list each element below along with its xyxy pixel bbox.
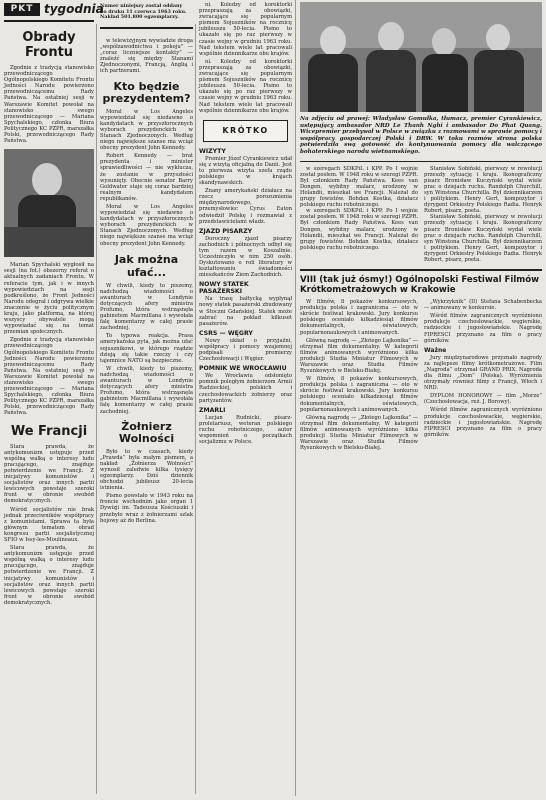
column-2 xyxy=(100,0,193,34)
kto-text-3: Moral w Los Angeles wypowiedział się niedawno o kandydatach w przyszłorocznych wyborach prezydenckich w Stanach Zjednoczonych. Według niego największe szanse ma wciąż obecny prezydent John Kennedy. xyxy=(100,203,193,247)
masthead xyxy=(4,0,104,20)
znany-text: Znany amerykański działacz na rzecz porozumienia międzynarodowego, przemysłowiec Cyrus Eaton odwiedził Polskę i rozmawiał z przedstawicielami władz. xyxy=(199,188,292,225)
obituary-col-a: w szeregach SDKPiL i KPP. Po I wojnie został posłem. W 1948 roku w szeregi PZPR. Był członkiem Rady Państwa. Kees van Dongen, wybitny malarz, urodzony w Holandii, mieszkał we Francji. Należał do grupy fowistów. Bohdan Kostka, działacz polskiego ruchu robotniczego. w szeregach SDKPiL i KPP. Po I wojnie został posłem. W 1948 roku w szeregi PZPR. Był członkiem Rady Państwa. Kees van Dongen, wybitny malarz, urodzony w Holandii, mieszkał we Francji. Należał do grupy fowistów. Bohdan Kostka, działacz polskiego ruchu robotniczego. xyxy=(300,165,418,251)
pomnik-text: We Wrocławiu odsłonięto pomnik poległym żołnierzom Armii Radzieckiej, polskich i czechosłowackich żołnierzy oraz partyzantów. xyxy=(199,373,292,404)
festiwal-right-text-1: „Wykrzyknik” (II) Stefana Schabenbecka — animowany w konkursie. xyxy=(424,299,542,312)
jak-heading: Jak można ufać... xyxy=(114,252,179,279)
kto-heading: Kto będzie prezydentem? xyxy=(102,79,191,105)
jak-text-1: W chwili, kiedy to piszemy, nadchodzą wiadomości o awanturach w Londynie dotyczących afery ministra Profumo, która wstrząsnęła gabinetem Macmillana i wywołała falę komentarzy w całej prasie zachodniej. xyxy=(100,282,193,332)
festiwal-columns xyxy=(300,299,542,451)
spychalski-photo xyxy=(4,149,94,257)
festiwal-heading: VIII (tak już ósmy!) Ogólnopolski Festiwal Filmów Krótkometrażowych w Krakowie xyxy=(300,275,540,296)
caption-rule xyxy=(300,161,542,162)
francja-text-3: Stara prawda, że antykomunizm ustępuje przed wspólną walką o interesy ludu pracującego, znajduje potwierdzenie we Francji. Z inicjatywy komunistów i socjalistów oraz innych partii lewicowych powstaje szeroki front w obronie swobód demokratycznych. xyxy=(4,545,94,606)
obrady-text-3: Zgodnie z tradycją stanowisko przewodniczącego Ogólnopolskiego Komitetu Frontu Jedności Narodu powierzono przewodniczącemu Rady Państwa. Na ostatniej sesji w Warszawie Komitet powołał na stanowisko swego przewodniczącego — Mariana Spychalskiego, członka Biura Politycznego KC PZPR, marszałka Polski, przewodniczącego Rady Państwa. xyxy=(4,337,94,417)
jak-text-2: To typowa reakcja. Prasa amerykańska pyta, jak można ufać sojusznikowi, w którego rządzie dzieją się takie rzeczy i czy tajemnice NATO są bezpieczne. xyxy=(100,333,193,364)
francja-text-1: Stara prawda, że antykomunizm ustępuje przed wspólną walką o interesy ludu pracującego, znajduje potwierdzenie we Francji. Z inicjatywy komunistów i socjalistów oraz innych partii lewicowych powstaje szeroki front w obronie swobód demokratycznych. xyxy=(4,443,94,505)
zmarli-heading: ZMARLI xyxy=(199,406,226,414)
wizyty-heading: WIZYTY xyxy=(199,147,226,155)
wizyty-text: Premier Józef Cyrankiewicz udał się z wizytą oficjalną do Danii. Jest to pierwsza wizyta szefa rządu polskiego w krajach skandynawskich. xyxy=(199,155,292,187)
column-rule-2 xyxy=(195,24,196,794)
masthead-title: tygodnia xyxy=(44,2,104,16)
leaders-photo xyxy=(300,2,542,112)
festiwal-right-text-4: DYPLOM HONOROWY — film „Morze” (Czechosłowacja, reż. J. Borowy). xyxy=(424,393,542,406)
festiwal-text-4: Główną nagrodę — „Złotego Lajkonika” — otrzymał film dokumentalny. W kategorii filmów animowanych wyróżniono kilka produkcji Studia Miniatur Filmowych w Warszawie oraz Studia Filmów Rysunkowych w Bielsku-Białej. xyxy=(300,414,418,452)
nowy-statek-heading: NOWY STATEK PASAŻERSKI xyxy=(199,281,249,296)
kto-text-2: Robert Kennedy — brat prezydenta i minister sprawiedliwości — nie wyklucza, że zostanie w przyszłości wysunięty. Obecnie senator Barry Goldwater staje się coraz bardziej realnym kandydatem republikanów. xyxy=(100,153,193,202)
masthead-logo: PKT xyxy=(4,3,40,16)
zjazd-heading: ZJAZD PISARZY xyxy=(199,227,253,235)
festiwal-text-1: W filmów, 8 pokazów konkursowych, produkcja polska i zagraniczna — oto w skrócie festiwal krakowski. Jury konkursu polskiego oceniało kilkadziesiąt filmów dokumentalnych, oświatowych, popularnonaukowych i animowanych. xyxy=(300,299,418,336)
obrady-text-2: Marian Spychalski wygłosił na sesji (na fot.) obszerny referat o aktualnych zadaniach Frontu. W referacie tym, jak i w innych wypowiedziach na sesji podkreślono, że Front Jedności Narodu odegrał i odgrywa wielkie znaczenie w życiu politycznym kraju, jako platforma, na której wszyscy obywatele mogą wypowiadać się na temat przemian społecznych. xyxy=(4,262,94,336)
issue-rule xyxy=(100,27,193,29)
zolnierz-text-1: Było to w czasach, kiedy „Prawda” była małym pismem, a nakład „Żołnierza Wolności” wynosił zaledwie kilka tysięcy egzemplarzy. Dziś dziennik obchodzi jubileusz 20-lecia istnienia. xyxy=(100,448,193,492)
zjazd-text: Doroczny zjazd pisarzy zachodnich i północnych odbył się tym razem w Koszalinie. Uczestniczyło w nim 250 osób. Dyskutowano o roli literatury w kształtowaniu świadomości mieszkańców Ziem Zachodnich. xyxy=(199,235,292,279)
nowy-statek-text: Na trasę bałtycką wypłynął nowy statek pasażerski zbudowany w Stoczni Gdańskiej. Statek może zabrać na pokład kilkuset pasażerów. xyxy=(199,296,292,327)
festiwal-text-2: Główną nagrodę — „Złotego Lajkonika” — otrzymał film dokumentalny. W kategorii filmów animowanych wyróżniono kilka produkcji Studia Miniatur Filmowych w Warszawie oraz Studia Filmów Rysunkowych w Bielsku-Białej. xyxy=(300,337,418,375)
column-rule-3 xyxy=(295,0,296,796)
col3-top-text-2: ni. Koledzy od korektorki przepraszają za obowiązki, zwracające się popularnym pismem Sojuszników na rocznicę jubileuszu 50-lecia. Pismo to ukazało się po raz pierwszy w czasie wojny w grudniu 1963 roku. Nad tekstem wiele lat pracowali wspólnie dziennikarze obu krajów. xyxy=(199,58,292,114)
zmarli-text: Lucjan Rudnicki, pisarz-proletariusz, weteran polskiego ruchu robotniczego, autor wspomnień o początkach socjalizmu w Polsce. xyxy=(199,414,292,446)
right-section xyxy=(300,0,542,451)
intro-text: w telewizyjnym wywiadzie droga „współzawodnictwa i pokoju" — „coraz liczniejsze kontakty” — znaleźć się między Stanami Zjednoczonymi, Francją, Anglią i ich partnerami. xyxy=(100,38,193,75)
obrady-text-1: Zgodnie z tradycją stanowisko przewodniczącego Ogólnopolskiego Komitetu Frontu Jedności Narodu powierzono przewodniczącemu Rady Państwa. Na ostatniej sesji w Warszawie Komitet powołał na stanowisko swego przewodniczącego — Mariana Spychalskiego, członka Biura Politycznego KC PZPR, marszałka Polski, przewodniczącego Rady Państwa. xyxy=(4,65,94,145)
pomnik-heading: POMNIK WE WROCŁAWIU xyxy=(199,365,287,373)
festiwal-text-3: W filmów, 8 pokazów konkursowych, produkcja polska i zagraniczna — oto w skrócie festiwal krakowski. Jury konkursu polskiego oceniało kilkadziesiąt filmów dokumentalnych, oświatowych, popularnonaukowych i animowanych. xyxy=(300,376,418,413)
photo-caption: Na zdjęciu od prawej: Władysław Gomułka, tłumacz, premier Cyrankiewicz, ustępujący ambasador NRD Le Thanh Nghi i ambasador Do Phat Quang. Wicepremier przebywał w Polsce w związku z rozmowami w sprawie pomocy i współpracy gospodarczej Polski i DRW. W toku rozmów strona polska potwierdziła swą gotowość do kontynuowania pomocy dla walczącego bohaterskiego narodu wietnamskiego. xyxy=(300,116,542,155)
krotko-box xyxy=(203,120,288,142)
column-1 xyxy=(4,0,104,606)
csrs-heading: CSRS — WĘGRY xyxy=(199,329,253,337)
kto-text-1: Moral w Los Angeles wypowiedział się niedawno o kandydatach w przyszłorocznych wyborach prezydenckich w Stanach Zjednoczonych. Według niego największe szanse ma wciąż obecny prezydent John Kennedy. xyxy=(100,108,193,152)
column-3 xyxy=(199,0,292,445)
zolnierz-heading: Żołnierz Wolności xyxy=(118,419,175,445)
festiwal-subhead: Ważne xyxy=(424,346,447,354)
festiwal-right-text-3: Jury międzynarodowe przyznało nagrody za najlepsze filmy krótkometrażowe. Film „Nagroda” otrzymał GRAND PRIX. Nagroda dla filmu „Dom” (Polska). Wyróżnienia otrzymały również filmy z Francji, Włoch i NRD. xyxy=(424,354,542,392)
column-2-body xyxy=(100,38,193,524)
obituary-columns xyxy=(300,166,542,264)
obituary-col-b: Stanisław Sobiński, pierwszy w rewolucji przeszły sytuację i kraju. Ikonograficzny pisarz Bronisław Kuczyński wydał wiele prac o dziejach ruchu. Randolph Churchill, syn Winstona Churchilla. Był dziennikarzem i politykiem. Henry Gert, kompozytor i dyrygent Orkiestry Polskiego Radia. Henryk Robert, pisarz, poeta. Stanisław Sobiński, pierwszy w rewolucji przeszły sytuację i kraju. Ikonograficzny pisarz Bronisław Kuczyński wydał wiele prac o dziejach ruchu. Randolph Churchill, syn Winstona Churchilla. Był dziennikarzem i politykiem. Henry Gert, kompozytor i dyrygent Orkiestry Polskiego Radia. Henryk Robert, pisarz, poeta. xyxy=(424,165,542,263)
festiwal-rule xyxy=(300,269,542,271)
obrady-heading: Obrady Frontu xyxy=(22,30,76,60)
francja-text-2: Wśród socjalistów nie brak jednak przeciwników współpracy z komunistami. Sprawa ta była głównym tematem obrad kongresu partii socjalistycznej SFIO w Issy-les-Moulineaux. xyxy=(4,506,94,543)
francja-heading: We Francji xyxy=(10,423,88,439)
krotko-label: KRÓTKO xyxy=(222,126,269,136)
festiwal-col-left xyxy=(300,299,418,451)
column-rule-1 xyxy=(96,24,97,794)
festiwal-right-text-2: Wśród filmów zagranicznych wyróżniono produkcje czechosłowackie, węgierskie, radzieckie i jugosłowiańskie. Nagrodę FIPRESCI przyznano za film o pracy górników. xyxy=(424,313,542,344)
jak-text-3: W chwili, kiedy to piszemy, nadchodzą wiadomości o awanturach w Londynie dotyczących afery ministra Profumo, która wstrząsnęła gabinetem Macmillana i wywołała falę komentarzy w całej prasie zachodniej. xyxy=(100,365,193,415)
festiwal-col-right xyxy=(424,299,542,451)
zolnierz-text-2: Pismo powstało w 1943 roku na froncie wschodnim jako organ 1 Dywizji im. Tadeusza Kościuszki i przebyło wraz z żołnierzami szlak bojowy aż do Berlina. xyxy=(100,493,193,524)
csrs-text: Nowy układ o przyjaźni, współpracy i pomocy wzajemnej podpisali premierzy Czechosłowacji i Węgier. xyxy=(199,337,292,363)
issue-info: Numer niniejszy został oddany do druku 11 czerwca 1963 roku. Nakład 501.800 egzemplarzy. xyxy=(100,3,187,21)
masthead-rule xyxy=(4,20,94,22)
festiwal-right-text-5: Wśród filmów zagranicznych wyróżniono produkcje czechosłowackie, węgierskie, radzieckie i jugosłowiańskie. Nagrodę FIPRESCI przyznano za film o pracy górników. xyxy=(424,407,542,438)
col3-top-text: ni. Koledzy od korektorki przepraszają za obowiązki, zwracające się popularnym pismem Sojuszników na rocznicę jubileuszu 50-lecia. Pismo to ukazało się po raz pierwszy w czasie wojny w grudniu 1963 roku. Nad tekstem wiele lat pracowali wspólnie dziennikarze obu krajów. xyxy=(199,2,292,57)
